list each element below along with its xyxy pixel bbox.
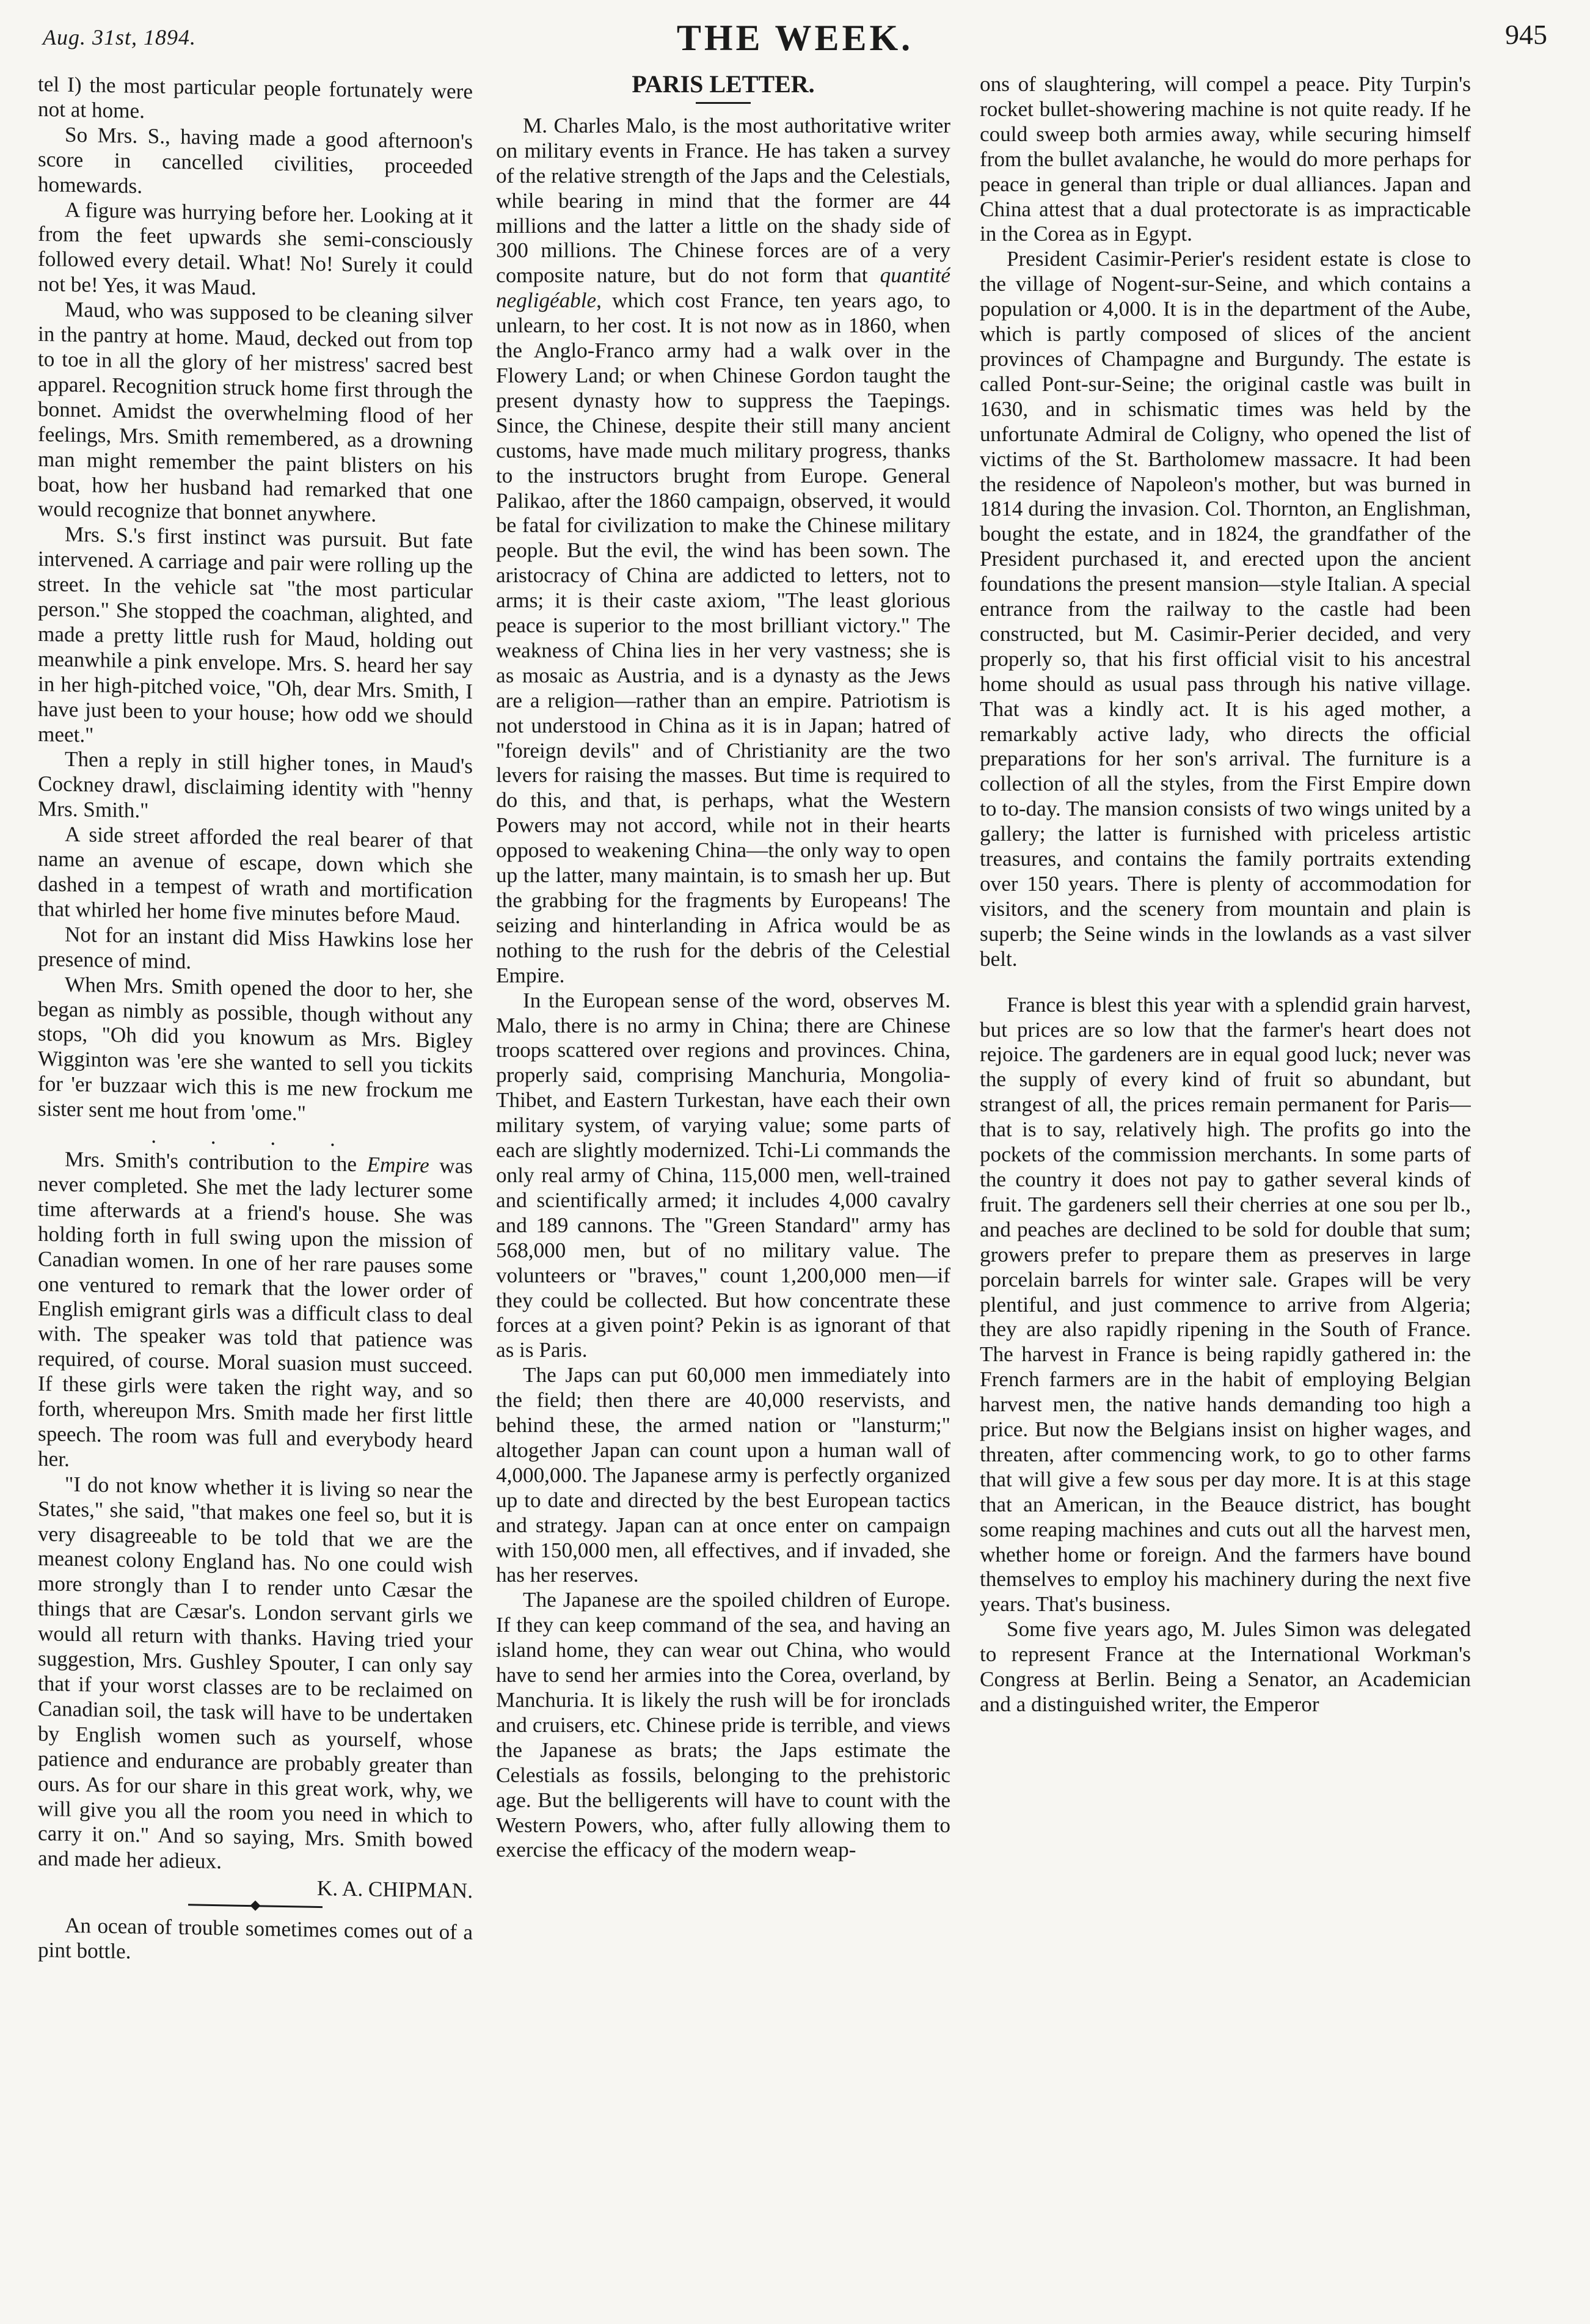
issue-date: Aug. 31st, 1894.	[43, 25, 197, 49]
italic-text: Empire	[367, 1152, 429, 1178]
section-break-dots: . . . .	[151, 1124, 360, 1152]
paragraph: When Mrs. Smith opened the door to her, she began as nimbly as possible, though without any stops, "Oh did you knowum as Mrs. Bigley Wigginton was 'ere she wanted to sell you tickits for 'er buzzaar wich this is me new frockum me sister sent me hout from 'ome."	[38, 972, 473, 1125]
page-number: 945	[1505, 19, 1547, 50]
paragraph	[38, 1147, 473, 1479]
paragraph: A side street afforded the real bearer of that name an avenue of escape, down which she dashed in a tempest of wrath and mortification that whirled her home five minutes before Maud.	[38, 822, 473, 928]
paragraph: President Casimir-Perier's resident estate is close to the village of Nogent-sur-Seine, and which contains a population or 4,000. It is in the department of the Aube, which is partly composed of slices of the ancient provinces of Champagne and Burgundy. The estate is called Pont-sur-Seine; the original castle was built in 1630, and in schismatic times was held by the unfortunate Admiral de Coligny, who opened the list of victims of the St. Bartholomew massacre. It had been the residence of Napoleon's mother, but was burned in 1814 during the invasion. Col. Thornton, an Englishman, bought the estate, and in 1824, the grandfather of the President purchased it, and erected upon the ancient foundations the present mansion—style Italian. A special entrance from the railway to the castle had been constructed, but M. Casimir-Perier decided, and very properly so, that his first official visit to his ancestral home should as usual pass through his native village. That was a kindly act. It is his aged mother, a remarkably active lady, who directs the official preparations for her son's arrival. The furniture is a collection of all the styles, from the First Empire down to to-day. The mansion consists of two wings united by a gallery; the latter is furnished with priceless artistic treasures, and contains the family portraits extending over 150 years. There is plenty of accommodation for visitors, and the scenery from mountain and plain is superb; the Seine winds in the lowlands as a vast silver belt.	[980, 247, 1471, 971]
paragraph: France is blest this year with a splendid grain harvest, but prices are so low that the farmer's heart does not rejoice. The gardeners are in equal good luck; never was the supply of every kind of fruit so abundant, but strangest of all, the prices remain permanent for Paris—that is to say, relatively high. The profits go into the pockets of the commission merchants. In some parts of the country it does not pay to gather several kinds of fruit. The gardeners sell their cherries at one sou per lb., and peaches are declined to be sold for double that sum; growers prefer to prepare them as preserves in large porcelain barrels for winter sale. Grapes will be very plentiful, and just commence to arrive from Algeria; they are also rapidly ripening in the South of France. The harvest in France is being rapidly gathered in: the French farmers are in the habit of employing Belgian harvest men, the native hands demanding too high a price. But now the Belgians insist on higher wages, and threaten, after commencing work, to go to other farms that will give a few sous per day more. It is at this stage that an American, in the Beauce district, has bought some reaping machines and cuts out all the harvest men, whether home or foreign. And the farmers have bound themselves to employ his machinery during the next five years. That's business.	[980, 992, 1471, 1617]
paragraph: ons of slaughtering, will compel a peace. Pity Turpin's rocket bullet-showering machine is not quite ready. If he could sweep both armies away, while securing himself from the bullet avalanche, he would do more perhaps for peace in general than triple or dual alliances. Japan and China attest that a dual protectorate is as impracticable in the Corea as in Egypt.	[980, 72, 1471, 246]
paragraph: So Mrs. S., having made a good afternoon's score in cancelled civilities, proceeded homewards.	[38, 122, 473, 198]
text-run: was never completed. She met the lady lecturer some time afterwards at a friend's house. She was holding forth in full swing upon the mission of Canadian women. In one of her rare pauses some one ventured to remark that the lower order of English emigrant girls was a difficult class to deal with. The speaker was told that patience was required, of course. Moral suasion must succeed. If these girls were taken the right way, and so forth, whereupon Mrs. Smith made her first little speech. The room was full and everybody heard her.	[38, 1153, 473, 1471]
text-run: , which cost France, ten years ago, to unlearn, to her cost. It is not now as in 1860, when the Anglo-Franco army had a walk over in the Flowery Land; or when Chinese Gordon taught the present dynasty how to suppress the Taepings. Since, the Chinese, despite their still many ancient customs, have made much military progress, thanks to the instructors brught from Europe. General Palikao, after the 1860 campaign, observed, it would be fatal for civilization to make the Chinese military people. But the evil, the wind has been sown. The aristocracy of China are addicted to letters, not to arms; it is their caste axiom, "The least glorious peace is superior to the most brilliant victory." The weakness of China lies in her very vastness; she is as mosaic as Austria, and is a dynasty as the Jews are a religion—rather than an empire. Patriotism is not understood in China as it is in Japan; hatred of "foreign devils" and of Christianity are the two levers for raising the masses. But time is required to do this, and that, is perhaps, what the Western Powers may not accord, while not in their hearts opposed to weakening China—the only way to open up the latter, many maintain, is to smash her up. But the grabbing for the fragments by Europeans! The seizing and hinterlanding in Africa would be as nothing to the rush for the debris of the Celestial Empire.	[496, 288, 950, 987]
paragraph: "I do not know whether it is living so near the States," she said, "that makes one feel so, but it is very disagreeable to be told that we are the meanest colony England has. No one could wish more strongly than I to render unto Cæsar the things that are Cæsar's. London servant girls we would all return with thanks. Having tried your suggestion, Mrs. Gushley Spouter, I can only say that if your worst classes are to be reclaimed on Canadian soil, the task will have to be undertaken by English women such as yourself, whose patience and endurance are probably greater than ours. As for our share in this great work, why, we will give you all the room you need in which to carry it on." And so saying, Mrs. Smith bowed and made her adieux.	[38, 1472, 473, 1874]
title-rule	[696, 102, 751, 104]
paragraph: Some five years ago, M. Jules Simon was delegated to represent France at the International Workman's Congress at Berlin. Being a Senator, an Academician and a distinguished writer, the Emperor	[980, 1617, 1471, 1716]
paragraph: Not for an instant did Miss Hawkins lose her presence of mind.	[38, 922, 473, 974]
text-run: Mrs. Smith's contribution to the	[65, 1147, 367, 1177]
filler-paragraph: An ocean of trouble sometimes comes out of a pint bottle.	[38, 1913, 473, 1964]
paragraph: In the European sense of the word, observes M. Malo, there is no army in China; there are Chinese troops scattered over regions and provinces. China, properly said, comprising Manchuria, Mongolia-Thibet, and Eastern Turkestan, have each their own military system, of varying value; some parts of each are slightly modernized. Tchi-Li commands the only real army of China, 115,000 men, well-trained and scientifically armed; it includes 4,000 cavalry and 189 cannons. The "Green Standard" army has 568,000 men, but of no military value. The volunteers or "braves," count 1,200,000 men—if they could be collected. But how concentrate these forces at a given point? Pekin is as ignorant of that as is Paris.	[496, 988, 950, 1362]
paragraph: Then a reply in still higher tones, in Maud's Cockney drawl, disclaiming identity with "henny Mrs. Smith."	[38, 747, 473, 823]
paragraph: Mrs. S.'s first instinct was pursuit. But fate intervened. A carriage and pair were rolling up the street. In the vehicle sat "the most particular person." She stopped the coachman, alighted, and made a pretty little rush for Maud, holding out meanwhile a pink envelope. Mrs. S. heard her say in her high-pitched voice, "Oh, dear Mrs. Smith, I have just been to your house; how odd we should meet."	[38, 522, 473, 747]
ornamental-separator	[188, 1904, 323, 1915]
paragraph	[496, 114, 950, 988]
text-run: M. Charles Malo, is the most authoritative writer on military events in France. He has taken a survey of the relative strength of the Japs and the Celestials, while bearing in mind that the former are 44 millions and the latter a little on the shady side of 300 millions. The Chinese forces are of a very composite nature, but do not form that	[496, 113, 950, 288]
publication-title: THE WEEK.	[676, 18, 914, 58]
paragraph: tel I) the most particular people fortunately were not at home.	[38, 72, 473, 123]
italic-text: quantité negligéable	[496, 263, 950, 313]
column-middle	[496, 72, 950, 2281]
paragraph: The Japanese are the spoiled children of Europe. If they can keep command of the sea, and having an island home, they can wear out China, who would have to send her armies into the Corea, overland, by Manchuria. It is likely the rush will be for ironclads and cruisers, etc. Chinese pride is terrible, and views the Japanese as brats; the Japs estimate the Celestials as fossils, belonging to the prehistoric age. But the belligerents will have to count with the Western Powers, who, after fully allowing them to exercise the efficacy of the modern weap-	[496, 1588, 950, 1862]
paragraph: Maud, who was supposed to be cleaning silver in the pantry at home. Maud, decked out from top to toe in all the glory of her mistress' sacred best apparel. Recognition struck home first through the bonnet. Amidst the overwhelming flood of her feelings, Mrs. Smith remembered, as a drowning man might remember the paint blisters on his boat, how her husband had remarked that one would recognize that bonnet anywhere.	[38, 297, 473, 527]
author-signature: K. A. CHIPMAN.	[316, 1876, 473, 1903]
article-title: PARIS LETTER.	[632, 72, 815, 98]
paragraph: A figure was hurrying before her. Looking at it from the feet upwards she semi-consciously followed every detail. What! No! Surely it could not be! Yes, it was Maud.	[38, 197, 473, 300]
page-header	[43, 13, 1547, 68]
paragraph: The Japs can put 60,000 men immediately into the field; then there are 40,000 reservists, and behind these, the armed nation or "lansturm;" altogether Japan can count upon a human wall of 4,000,000. The Japanese army is perfectly organized up to date and directed by the best European tactics and strategy. Japan can at once enter on campaign with 150,000 men, all effectives, and if invaded, she has her reserves.	[496, 1363, 950, 1587]
column-right	[980, 72, 1471, 2281]
column-left	[38, 72, 473, 2289]
paragraph-gap	[980, 972, 1471, 993]
